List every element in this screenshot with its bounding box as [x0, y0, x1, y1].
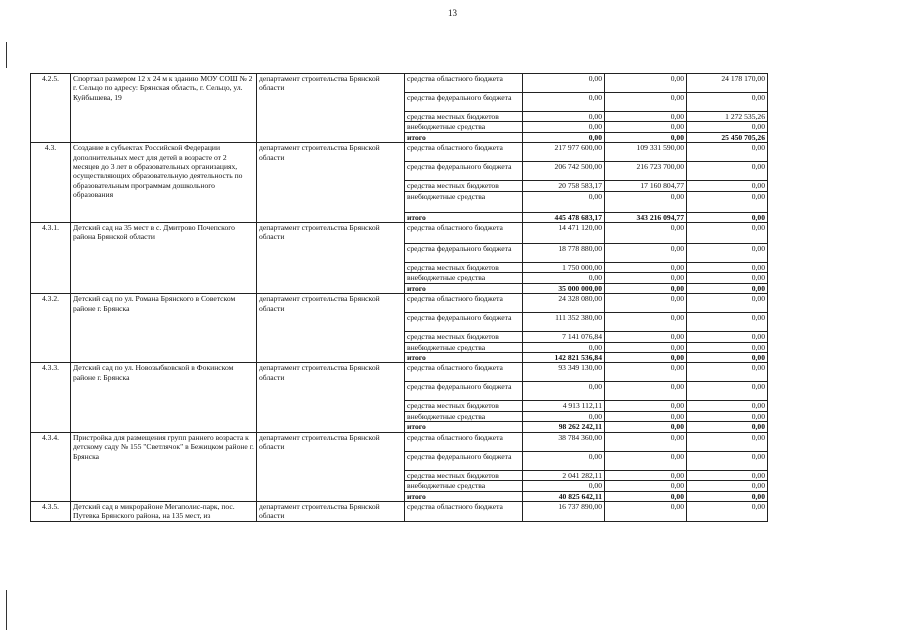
funding-source: итого [405, 132, 523, 142]
funding-source: средства федерального бюджета [405, 93, 523, 112]
amount-year-1: 35 000 000,00 [523, 283, 605, 293]
amount-year-3: 0,00 [687, 143, 768, 162]
amount-year-3: 0,00 [687, 223, 768, 244]
item-number: 4.3.2. [31, 294, 71, 363]
table-row [31, 432, 768, 451]
amount-year-3: 0,00 [687, 93, 768, 112]
amount-year-2: 0,00 [605, 481, 687, 491]
amount-year-2: 0,00 [605, 353, 687, 363]
amount-year-2: 0,00 [605, 491, 687, 501]
amount-year-2: 0,00 [605, 74, 687, 93]
funding-source: средства местных бюджетов [405, 401, 523, 411]
amount-year-1: 0,00 [523, 451, 605, 470]
amount-year-1: 0,00 [523, 411, 605, 421]
item-number: 4.3.3. [31, 363, 71, 432]
amount-year-2: 0,00 [605, 223, 687, 244]
item-number: 4.3.4. [31, 432, 71, 501]
amount-year-2: 0,00 [605, 401, 687, 411]
amount-year-2: 0,00 [605, 411, 687, 421]
amount-year-1: 0,00 [523, 74, 605, 93]
funding-source: средства областного бюджета [405, 363, 523, 382]
funding-source: средства областного бюджета [405, 143, 523, 162]
left-margin-mark [6, 590, 7, 630]
amount-year-1: 7 141 076,84 [523, 332, 605, 342]
budget-table-body [31, 74, 768, 522]
amount-year-3: 0,00 [687, 451, 768, 470]
amount-year-3: 1 272 535,26 [687, 112, 768, 122]
funding-source: средства местных бюджетов [405, 332, 523, 342]
funding-source: итого [405, 353, 523, 363]
amount-year-3: 0,00 [687, 273, 768, 283]
amount-year-2: 0,00 [605, 470, 687, 480]
amount-year-1: 0,00 [523, 273, 605, 283]
amount-year-3: 0,00 [687, 313, 768, 332]
funding-source: внебюджетные средства [405, 481, 523, 491]
funding-source: средства федерального бюджета [405, 162, 523, 181]
amount-year-1: 16 737 890,00 [523, 501, 605, 521]
funding-source: средства федерального бюджета [405, 451, 523, 470]
amount-year-2: 0,00 [605, 501, 687, 521]
amount-year-2: 17 160 804,77 [605, 181, 687, 191]
amount-year-3: 0,00 [687, 263, 768, 273]
funding-source: внебюджетные средства [405, 411, 523, 421]
funding-source: внебюджетные средства [405, 273, 523, 283]
responsible-department: департамент строительства Брянской области [257, 143, 405, 223]
amount-year-1: 2 041 282,11 [523, 470, 605, 480]
funding-source: средства областного бюджета [405, 501, 523, 521]
responsible-department: департамент строительства Брянской области [257, 294, 405, 363]
item-number: 4.2.5. [31, 74, 71, 143]
budget-table [30, 73, 768, 522]
funding-source: средства федерального бюджета [405, 382, 523, 401]
left-margin-mark [6, 42, 7, 68]
amount-year-2: 0,00 [605, 244, 687, 263]
amount-year-3: 0,00 [687, 363, 768, 382]
amount-year-1: 93 349 130,00 [523, 363, 605, 382]
page-number: 13 [448, 8, 457, 18]
amount-year-2: 0,00 [605, 263, 687, 273]
amount-year-3: 0,00 [687, 501, 768, 521]
funding-source: внебюджетные средства [405, 342, 523, 352]
amount-year-1: 0,00 [523, 93, 605, 112]
funding-source: средства местных бюджетов [405, 470, 523, 480]
amount-year-1: 0,00 [523, 122, 605, 132]
funding-source: итого [405, 212, 523, 222]
amount-year-1: 445 478 683,17 [523, 212, 605, 222]
amount-year-2: 0,00 [605, 363, 687, 382]
amount-year-3: 0,00 [687, 181, 768, 191]
funding-source: итого [405, 491, 523, 501]
amount-year-1: 0,00 [523, 191, 605, 212]
amount-year-3: 0,00 [687, 401, 768, 411]
item-number: 4.3.1. [31, 223, 71, 294]
amount-year-2: 0,00 [605, 283, 687, 293]
amount-year-1: 142 821 536,84 [523, 353, 605, 363]
amount-year-1: 0,00 [523, 132, 605, 142]
responsible-department: департамент строительства Брянской области [257, 432, 405, 501]
responsible-department: департамент строительства Брянской области [257, 501, 405, 521]
item-number: 4.3.5. [31, 501, 71, 521]
amount-year-2: 0,00 [605, 122, 687, 132]
amount-year-2: 0,00 [605, 451, 687, 470]
amount-year-2: 0,00 [605, 294, 687, 313]
table-row [31, 143, 768, 162]
amount-year-1: 0,00 [523, 342, 605, 352]
amount-year-3: 0,00 [687, 162, 768, 181]
amount-year-1: 40 825 642,11 [523, 491, 605, 501]
amount-year-2: 0,00 [605, 93, 687, 112]
amount-year-3: 0,00 [687, 432, 768, 451]
amount-year-1: 0,00 [523, 481, 605, 491]
table-row [31, 294, 768, 313]
amount-year-3: 0,00 [687, 491, 768, 501]
item-name: Детский сад в микрорайоне Мегаполис-парк, пос. Путевка Брянского района, на 135 мест, из [71, 501, 257, 521]
amount-year-1: 0,00 [523, 112, 605, 122]
amount-year-2: 0,00 [605, 313, 687, 332]
funding-source: средства местных бюджетов [405, 263, 523, 273]
amount-year-1: 1 750 000,00 [523, 263, 605, 273]
amount-year-3: 0,00 [687, 422, 768, 432]
amount-year-2: 0,00 [605, 432, 687, 451]
amount-year-1: 24 328 080,00 [523, 294, 605, 313]
funding-source: средства федерального бюджета [405, 313, 523, 332]
amount-year-1: 111 352 380,00 [523, 313, 605, 332]
funding-source: средства местных бюджетов [405, 181, 523, 191]
funding-source: внебюджетные средства [405, 191, 523, 212]
funding-source: итого [405, 283, 523, 293]
amount-year-1: 38 784 360,00 [523, 432, 605, 451]
amount-year-3: 0,00 [687, 294, 768, 313]
table-row [31, 74, 768, 93]
amount-year-2: 216 723 700,00 [605, 162, 687, 181]
funding-source: средства областного бюджета [405, 223, 523, 244]
amount-year-1: 206 742 500,00 [523, 162, 605, 181]
amount-year-3: 0,00 [687, 382, 768, 401]
amount-year-2: 109 331 590,00 [605, 143, 687, 162]
amount-year-2: 0,00 [605, 112, 687, 122]
amount-year-3: 0,00 [687, 212, 768, 222]
amount-year-3: 0,00 [687, 342, 768, 352]
responsible-department: департамент строительства Брянской области [257, 74, 405, 143]
amount-year-1: 4 913 112,11 [523, 401, 605, 411]
amount-year-1: 217 977 600,00 [523, 143, 605, 162]
funding-source: внебюджетные средства [405, 122, 523, 132]
item-name: Детский сад по ул. Романа Брянского в Советском районе г. Брянска [71, 294, 257, 363]
item-name: Спортзал размером 12 х 24 м к зданию МОУ СОШ № 2 г. Сельцо по адресу: Брянская область, г. Сельцо, ул. Куйбышева, 19 [71, 74, 257, 143]
funding-source: средства областного бюджета [405, 74, 523, 93]
funding-source: средства областного бюджета [405, 432, 523, 451]
amount-year-2: 0,00 [605, 382, 687, 401]
responsible-department: департамент строительства Брянской области [257, 363, 405, 432]
amount-year-3: 0,00 [687, 244, 768, 263]
amount-year-2: 0,00 [605, 342, 687, 352]
table-row [31, 363, 768, 382]
amount-year-3: 0,00 [687, 411, 768, 421]
table-row [31, 501, 768, 521]
amount-year-3: 0,00 [687, 122, 768, 132]
item-name: Детский сад по ул. Новозыбковской в Фокинском районе г. Брянска [71, 363, 257, 432]
funding-source: итого [405, 422, 523, 432]
amount-year-3: 0,00 [687, 353, 768, 363]
amount-year-3: 25 450 705,26 [687, 132, 768, 142]
amount-year-2: 0,00 [605, 132, 687, 142]
amount-year-3: 0,00 [687, 332, 768, 342]
responsible-department: департамент строительства Брянской области [257, 223, 405, 294]
amount-year-2: 0,00 [605, 332, 687, 342]
item-name: Пристройка для размещения групп раннего возраста к детскому саду № 155 "Светлячок" в Бежицком районе г. Брянска [71, 432, 257, 501]
item-number: 4.3. [31, 143, 71, 223]
funding-source: средства областного бюджета [405, 294, 523, 313]
amount-year-1: 18 778 880,00 [523, 244, 605, 263]
amount-year-3: 24 178 170,00 [687, 74, 768, 93]
amount-year-2: 0,00 [605, 273, 687, 283]
funding-source: средства федерального бюджета [405, 244, 523, 263]
amount-year-1: 20 758 583,17 [523, 181, 605, 191]
item-name: Детский сад на 35 мест в с. Дмитрово Почепского района Брянской области [71, 223, 257, 294]
funding-source: средства местных бюджетов [405, 112, 523, 122]
amount-year-3: 0,00 [687, 481, 768, 491]
amount-year-2: 0,00 [605, 191, 687, 212]
table-row [31, 223, 768, 244]
item-name: Создание в субъектах Российской Федерации дополнительных мест для детей в возрасте от 2 месяцев до 3 лет в образовательных организациях, осуществляющих образовательную деятельность по образовательным программам дошкольного образования [71, 143, 257, 223]
amount-year-3: 0,00 [687, 283, 768, 293]
amount-year-3: 0,00 [687, 191, 768, 212]
amount-year-1: 98 262 242,11 [523, 422, 605, 432]
amount-year-2: 343 216 094,77 [605, 212, 687, 222]
amount-year-2: 0,00 [605, 422, 687, 432]
amount-year-3: 0,00 [687, 470, 768, 480]
amount-year-1: 14 471 120,00 [523, 223, 605, 244]
amount-year-1: 0,00 [523, 382, 605, 401]
